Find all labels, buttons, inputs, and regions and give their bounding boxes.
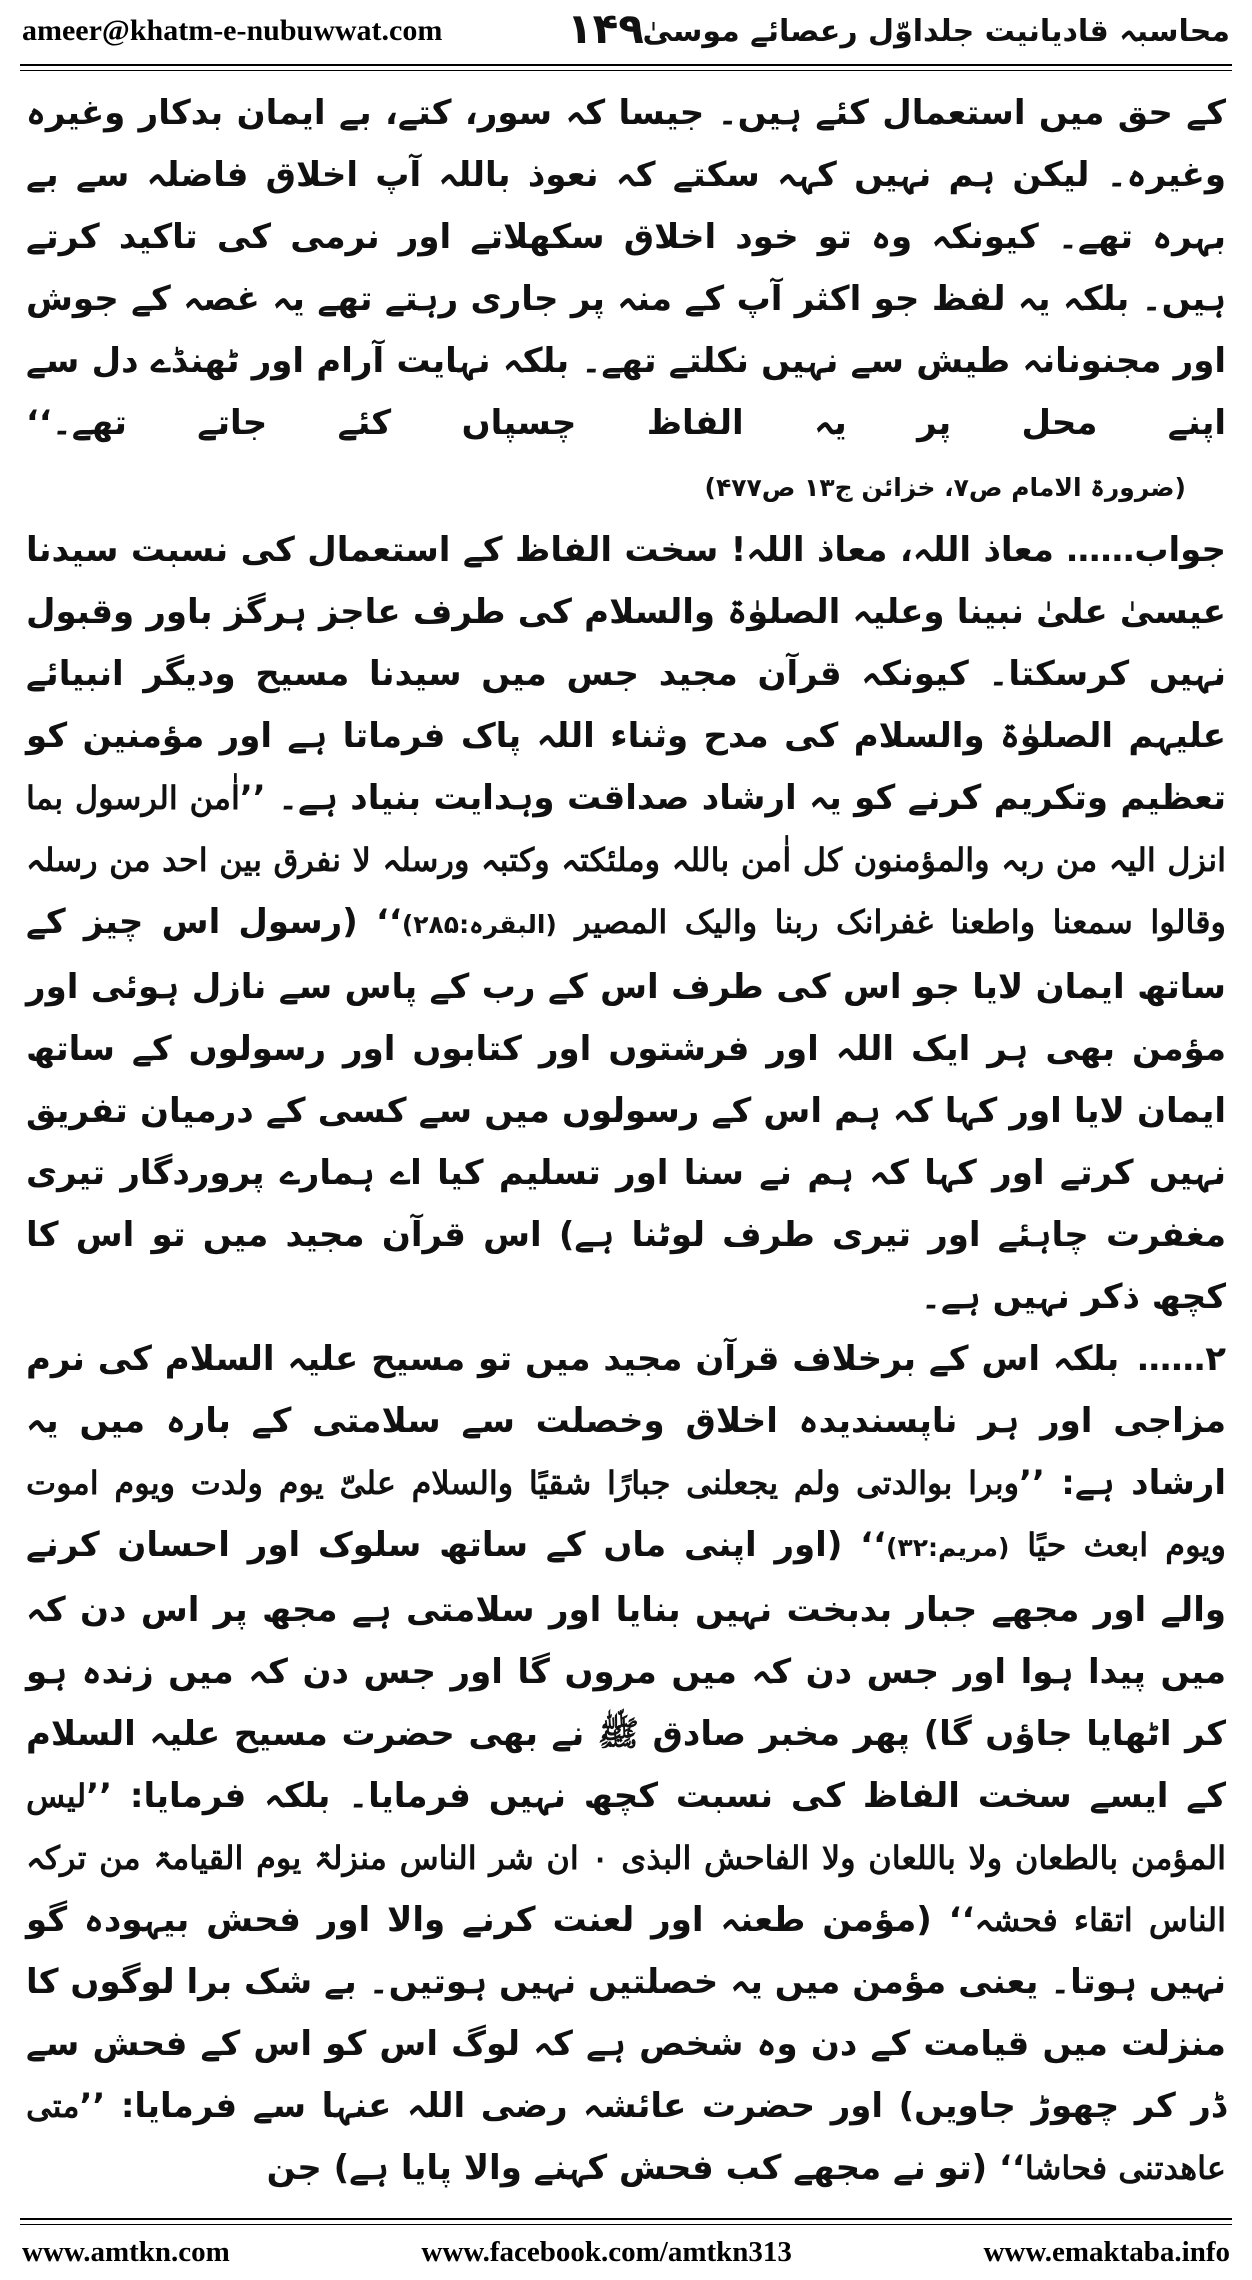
reference-1: (ضرورۃ الامام ص۷، خزائن ج۱۳ ص۴۷۷): [704, 473, 1186, 502]
quran-verse-2: وبرا بوالدتی ولم یجعلنی جبارًا شقیًا والسلام علیّ یوم ولدت ویوم اموت ویوم ابعث حیًا: [26, 1464, 1227, 1564]
paragraph-1: [26, 82, 1226, 519]
header-rule-thin: [20, 70, 1232, 71]
page-footer: [22, 2230, 1230, 2274]
paragraph-3-text-b: ‘‘ (اور اپنی ماں کے ساتھ سلوک اور احسان کرنے والے اور مجھے جبار بدبخت نہیں بنایا اور سلامتی ہے مجھ پر اس دن کہ میں پیدا ہوا اور جس دن کہ میں مروں گا اور جس دن کہ میں زندہ ہو کر اٹھایا جاؤں گا) پھر مخبر صادق ﷺ نے بھی حضرت مسیح علیہ السلام کے ایسے سخت الفاظ کی نسبت کچھ نہیں فرمایا۔ بلکہ فرمایا: ’’: [26, 1525, 1226, 1816]
paragraph-1-text: کے حق میں استعمال کئے ہیں۔ جیسا کہ سور، کتے، بے ایمان بدکار وغیرہ وغیرہ۔ لیکن ہم نہیں کہہ سکتے کہ نعوذ باللہ آپ اخلاق فاضلہ سے بے بہرہ تھے۔ کیونکہ وہ تو خود اخلاق سکھلاتے اور نرمی کی تاکید کرتے ہیں۔ بلکہ یہ لفظ جو اکثر آپ کے منہ پر جاری رہتے تھے یہ غصہ کے جوش اور مجنونانہ طیش سے نہیں نکلتے تھے۔ بلکہ نہایت آرام اور ٹھنڈے دل سے اپنے محل پر یہ الفاظ چسپاں کئے جاتے تھے۔‘‘: [26, 93, 1226, 443]
header-rule: [20, 64, 1232, 66]
quran-verse-1: اٰمن الرسول بما انزل الیہ من ربہ والمؤمنون کل اٰمن باللہ وملئکتہ وکتبہ ورسلہ لا نفرق بین احد من رسلہ وقالوا سمعنا واطعنا غفرانک ربنا والیک المصیر: [26, 779, 1227, 941]
paragraph-3: [26, 1328, 1226, 2199]
footer-rule-thin: [20, 2224, 1232, 2225]
page-number: ۱۴۹: [567, 4, 644, 53]
header-email: ameer@khatm-e-nubuwwat.com: [22, 14, 443, 47]
paragraph-3-text-c: ‘‘ (مؤمن طعنہ اور لعنت کرنے والا اور فحش بیہودہ گو نہیں ہوتا۔ یعنی مؤمن میں یہ خصلتیں نہیں ہوتیں۔ بے شک برا لوگوں کا منزلت میں قیامت کے دن وہ شخص ہے کہ لوگ اس کو اس کے فحش سے ڈر کر چھوڑ جاویں) اور حضرت عائشہ رضی اللہ عنہا سے فرمایا: ’’: [26, 1900, 1226, 2126]
footer-rule: [20, 2218, 1232, 2220]
reference-3: (مریم:۳۲): [886, 1533, 1010, 1562]
paragraph-2-text-a: جواب…… معاذ اللہ، معاذ اللہ! سخت الفاظ کے استعمال کی نسبت سیدنا عیسیٰ علیٰ نبینا وعلیہ الصلوٰۃ والسلام کی طرف عاجز ہرگز باور وقبول نہیں کرسکتا۔ کیونکہ قرآن مجید جس میں سیدنا مسیح ودیگر انبیائے علیہم الصلوٰۃ والسلام کی مدح وثناء اللہ پاک فرماتا ہے اور مؤمنین کو تعظیم وتکریم کرنے کو یہ ارشاد صداقت وہدایت بنیاد ہے۔ ’’: [26, 530, 1226, 818]
paragraph-2: [26, 519, 1226, 1328]
paragraph-3-number: ۲……: [1137, 1339, 1226, 1379]
footer-link-emaktaba[interactable]: www.emaktaba.info: [983, 2235, 1230, 2268]
page-header: [22, 0, 1230, 62]
hadith-2: متی عاھدتنی فحاشا: [26, 2087, 1226, 2187]
footer-link-amtkn[interactable]: www.amtkn.com: [22, 2235, 230, 2268]
footer-link-facebook[interactable]: www.facebook.com/amtkn313: [421, 2235, 792, 2268]
reference-2: (البقرہ:۲۸۵): [401, 910, 557, 939]
paragraph-3-text-a: بلکہ اس کے برخلاف قرآن مجید میں تو مسیح علیہ السلام کی نرم مزاجی اور ہر ناپسندیدہ اخلاق وخصلت سے سلامتی کے بارہ میں یہ ارشاد ہے: ’’: [26, 1339, 1226, 1503]
book-title: محاسبہ قادیانیت جلداوّل رعصائے موسیٰ: [642, 13, 1230, 49]
page-body: [26, 82, 1226, 2199]
paragraph-2-text-b: ‘‘ (رسول اس چیز کے ساتھ ایمان لایا جو اس کی طرف اس کے رب کے پاس سے نازل ہوئی اور مؤمن بھی ہر ایک اللہ اور فرشتوں اور کتابوں اور رسولوں کے ساتھ ایمان لایا اور کہا کہ ہم اس کے رسولوں میں سے کسی کے درمیان تفریق نہیں کرتے اور کہا کہ ہم نے سنا اور تسلیم کیا اے ہمارے پروردگار تیری مغفرت چاہئے اور تیری طرف لوٹنا ہے) اس قرآن مجید میں تو اس کا کچھ ذکر نہیں ہے۔: [26, 902, 1226, 1317]
paragraph-3-text-d: ‘‘ (تو نے مجھے کب فحش کہنے والا پایا ہے) جن: [266, 2148, 1025, 2188]
hadith-1: لیس المؤمن بالطعان ولا باللعان ولا الفاحش البذی ۰ ان شر الناس منزلۃ یوم القیامۃ من ترکہ الناس اتقاء فحشہ: [26, 1777, 1227, 1939]
